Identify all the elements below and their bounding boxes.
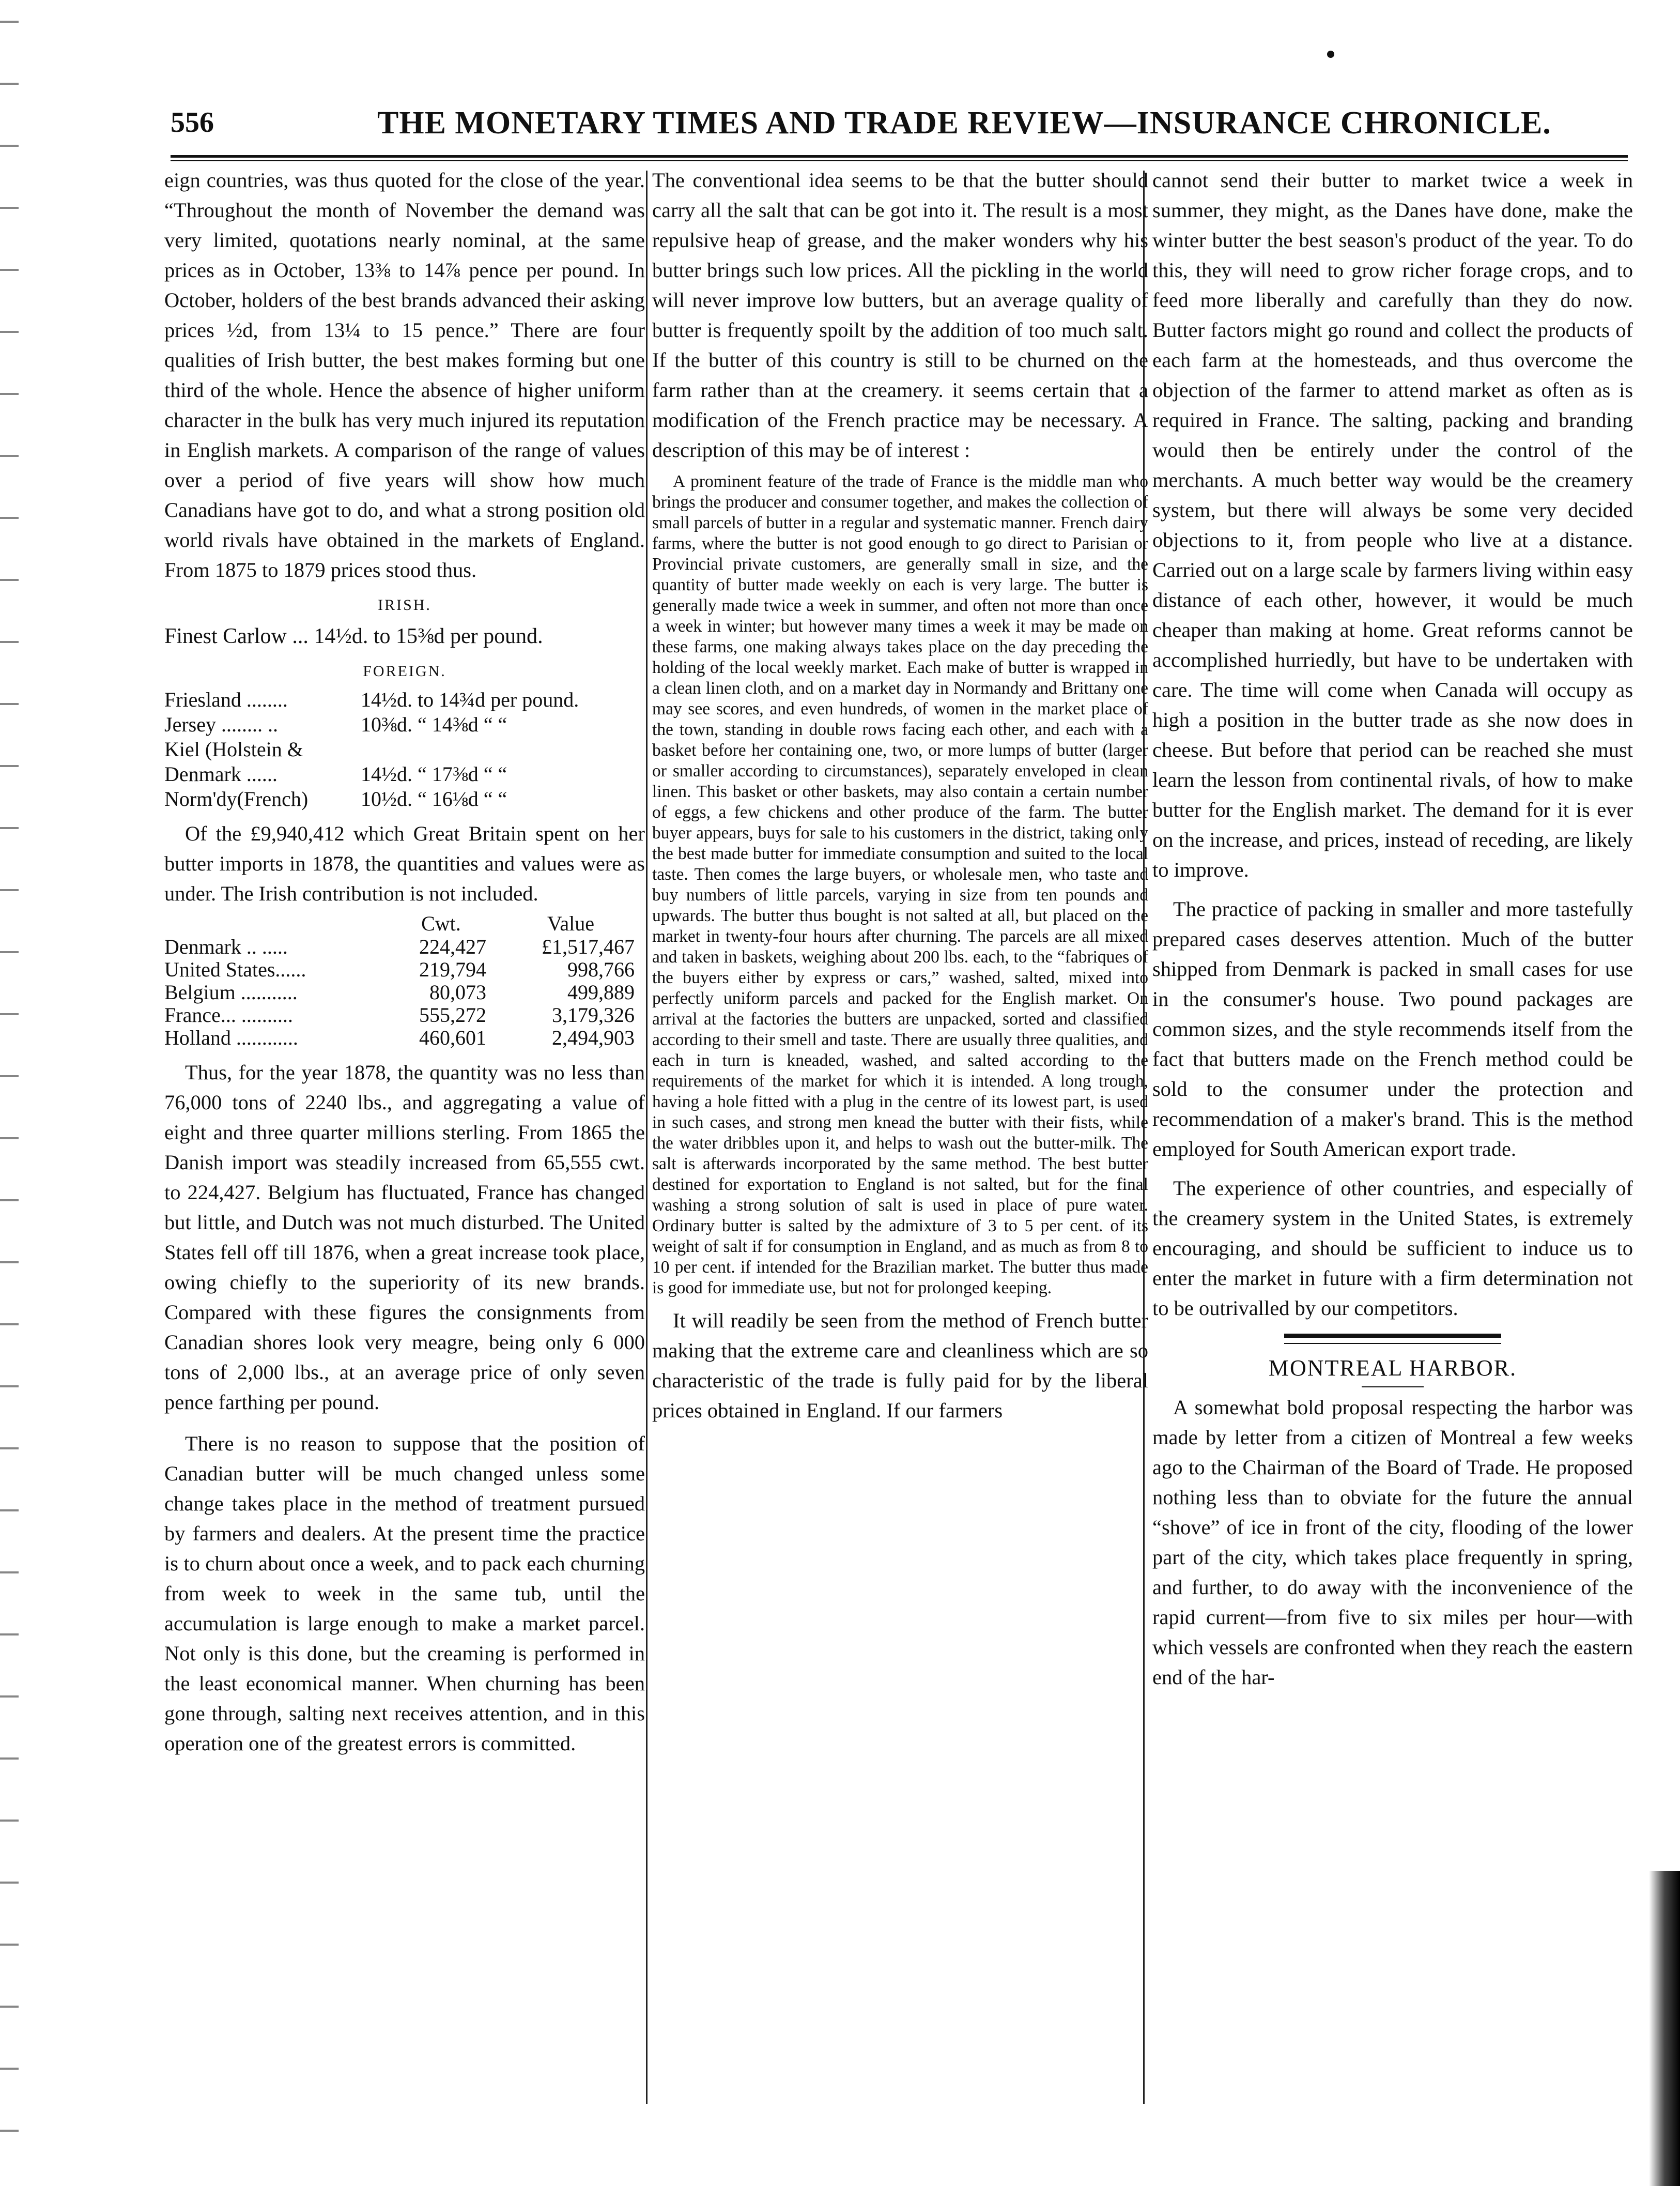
- table-row: United States...... 219,794 998,766: [164, 958, 635, 981]
- price-line: Norm'dy(French) 10½d. “ 16⅛d “ “: [164, 787, 507, 811]
- price-list-foreign: [164, 687, 645, 812]
- header-rule-thin: [171, 160, 1628, 161]
- section-title: MONTREAL HARBOR.: [1268, 1355, 1517, 1381]
- price-line-irish: Finest Carlow ... 14½d. to 15⅜d per pound.: [164, 624, 543, 648]
- imports-table: [164, 912, 645, 1049]
- title-underline: [1362, 1386, 1424, 1387]
- paragraph: cannot send their butter to market twice a week in summer, they might, as the Danes have done, make the winter butter the best season's product of the year. To do this, they will need to grow richer forage crops, and to feed more liberally and carefully than they do now. Butter factors might go round and collect the products of each farm at the homesteads, and thus overcome the objection of the farmer to attend market as often as is required in France. The salting, packing and branding would then be entirely under the control of the merchants. A much better way would be the creamery system, but there will always be some very decided objections to it, from people who live at a distance. Carried out on a large scale by farmers living within easy distance of each other, however, it would be much cheaper than making at home. Great reforms cannot be accomplished hurriedly, but have to be undertaken with care. The time will come when Canada will occupy as high a position in the butter trade as she now does in cheese. But before that period can be reached she must learn the lesson from continental rivals, of how to make butter for the English market. The demand for it is ever on the increase, and prices, instead of receding, are likely to improve.: [1152, 169, 1633, 881]
- column-header: Value: [547, 912, 595, 935]
- section-divider: [1284, 1334, 1501, 1344]
- page-edge-shadow: [0, 0, 19, 2186]
- table-row: France... .......... 555,272 3,179,326: [164, 1003, 635, 1027]
- paragraph: The conventional idea seems to be that the butter should carry all the salt that can be got into it. The result is a most repulsive heap of grease, and the maker wonders why his butter brings such low prices. All the pickling in the world will never improve low butters, but an average quality of butter is frequently spoilt by the addition of too much salt. If the butter of this country is still to be churned on the farm rather than at the creamery. it seems certain that a modification of the French practice may be necessary. A description of this may be of interest :: [652, 169, 1148, 462]
- price-line: Friesland ........ 14½d. to 14¾d per pound.: [164, 688, 579, 711]
- page-number: 556: [171, 106, 214, 139]
- masthead-title: THE MONETARY TIMES AND TRADE REVIEW—INSURANCE CHRONICLE.: [377, 105, 1551, 141]
- table-header-row: [164, 912, 645, 936]
- paragraph: eign countries, was thus quoted for the close of the year. “Throughout the month of November the demand was very limited, quotations nearly nominal, at the same prices as in October, 13⅜ to 14⅞ pence per pound. In October, holders of the best brands advanced their asking prices ½d, from 13¼ to 15 pence.” There are four qualities of Irish butter, the best makes forming but one third of the whole. Hence the absence of higher uniform character in the bulk has very much injured its reputation in English markets. A comparison of the range of values over a period of five years will show how much Canadians have got to do, and what a strong position old world rivals have obtained in the markets of England. From 1875 to 1879 prices stood thus.: [164, 169, 645, 582]
- price-line: Kiel (Holstein &: [164, 738, 303, 761]
- column-3: [1152, 165, 1633, 2093]
- paragraph: The experience of other countries, and especially of the creamery system in the United States, is extremely encouraging, and should be sufficient to induce us to enter the market in future with a firm determination not to be outrivalled by our competitors.: [1152, 1176, 1633, 1320]
- column-2: [652, 165, 1148, 2093]
- quoted-passage: A prominent feature of the trade of France is the middle man who brings the producer and consumer together, and makes the collection of small parcels of butter in a regular and systematic manner. French dairy farms, where the butter is not good enough to go direct to Parisian or Provincial private customers, are generally small in size, and the quantity of butter made weekly on each is very large. The butter is generally made twice a week in summer, and often not more than once a week in winter; but however many times a week it may be made on these farms, one making always takes place on the day preceding the holding of the local weekly market. Each make of butter is wrapped in a clean linen cloth, and on a market day in Normandy and Brittany one may see scores, and even hundreds, of women in the market place of the town, standing in double rows facing each other, and each with a basket before her containing one, two, or more lumps of butter (larger or smaller according to circumstances), separately enveloped in clean linen. This basket or other baskets, may also contain a certain number of eggs, a few chickens and other produce of the farm. The butter buyer appears, buys for sale to his customers in the district, taking only the best made butter for immediate consumption and suited to the local taste. Then comes the large buyers, or wholesale men, who taste and buy numbers of little parcels, varying in size from ten pounds and upwards. The butter thus bought is not salted at all, but placed on the market in twenty-four hours after churning. The parcels are all mixed and taken in baskets, weighing about 200 lbs. each, to the “fabriques of the buyers either by express or cars,” washed, salted, mixed into perfectly uniform parcels and packed for the English market. On arrival at the factories the butters are unpacked, sorted and classified according to their smell and taste. There are usually three qualities, and each in turn is kneaded, washed, and salted according to the requirements of the market for which it is intended. A long trough, having a hole fitted with a plug in the centre of its lowest part, is used in such cases, and strong men knead the butter with their fists, while the water dribbles upon it, and helps to wash out the butter-milk. The salt is afterwards incorporated by the same method. The best butter destined for exportation to England is not salted, but for the final washing a strong solution of salt is used in place of pure water. Ordinary butter is salted by the admixture of 3 to 5 per cent. of its weight of salt if for consumption in England, and as much as from 8 to 10 per cent. if intended for the Brazilian market. The butter thus made is good for immediate use, but not for prolonged keeping.: [652, 472, 1148, 1297]
- paragraph: Thus, for the year 1878, the quantity was no less than 76,000 tons of 2240 lbs., and aggregating a value of eight and three quarter millions sterling. From 1865 the Danish import was steadily increased from 65,555 cwt. to 224,427. Belgium has fluctuated, France has changed but little, and Dutch was not much disturbed. The United States fell off till 1876, when a great increase took place, owing chiefly to the superiority of its new brands. Compared with these figures the consignments from Canadian shores look very meagre, being only 6 000 tons of 2,000 lbs., at an average price of only seven pence farthing per pound.: [164, 1061, 645, 1414]
- column-1: [164, 165, 645, 2093]
- paragraph: It will readily be seen from the method of French butter making that the extreme care and cleanliness which are so characteristic of the trade is fully paid for by the liberal prices obtained in England. If our farmers: [652, 1309, 1148, 1422]
- table-row: Denmark .. ..... 224,427 £1,517,467: [164, 935, 635, 958]
- ink-spot: [1327, 51, 1334, 58]
- price-line: Jersey ........ .. 10⅜d. “ 14⅜d “ “: [164, 713, 507, 736]
- subheading-foreign: FOREIGN.: [363, 663, 446, 680]
- column-divider: [646, 171, 648, 2104]
- header-rule: [171, 155, 1628, 158]
- table-row: Belgium ........... 80,073 499,889: [164, 981, 635, 1004]
- page-header: [171, 106, 1628, 152]
- paragraph: The practice of packing in smaller and more tastefully prepared cases deserves attention. Much of the butter shipped from Denmark is packed in small cases for use in the consumer's house. Two pound packages are common sizes, and the style recommends itself from the fact that butters made on the French method could be sold to the consumer under the protection and recommendation of a maker's brand. This is the method employed for South American export trade.: [1152, 897, 1633, 1160]
- subheading-irish: IRISH.: [378, 597, 431, 614]
- paragraph: Of the £9,940,412 which Great Britain spent on her butter imports in 1878, the quantities and values were as under. The Irish contribution is not included.: [164, 822, 645, 905]
- price-line: Denmark ...... 14½d. “ 17⅜d “ “: [164, 762, 507, 786]
- page-edge-shadow-right: [1649, 1871, 1680, 2186]
- table-row: Holland ............ 460,601 2,494,903: [164, 1026, 635, 1049]
- paragraph: A somewhat bold proposal respecting the harbor was made by letter from a citizen of Montreal a few weeks ago to the Chairman of the Board of Trade. He proposed nothing less than to obviate for the future the annual “shove” of ice in front of the city, flooding of the lower part of the city, which takes place frequently in spring, and further, to do away with the inconvenience of the rapid current—from five to six miles per hour—with which vessels are confronted when they reach the eastern end of the har-: [1152, 1396, 1633, 1689]
- column-header: Cwt.: [421, 912, 461, 935]
- paragraph: There is no reason to suppose that the position of Canadian butter will be much changed unless some change takes place in the method of treatment pursued by farmers and dealers. At the present time the practice is to churn about once a week, and to pack each churning from week to week in the same tub, until the accumulation is large enough to make a market parcel. Not only is this done, but the creaming is performed in the least economical manner. When churning has been gone through, salting next receives attention, and in this operation one of the greatest errors is committed.: [164, 1432, 645, 1755]
